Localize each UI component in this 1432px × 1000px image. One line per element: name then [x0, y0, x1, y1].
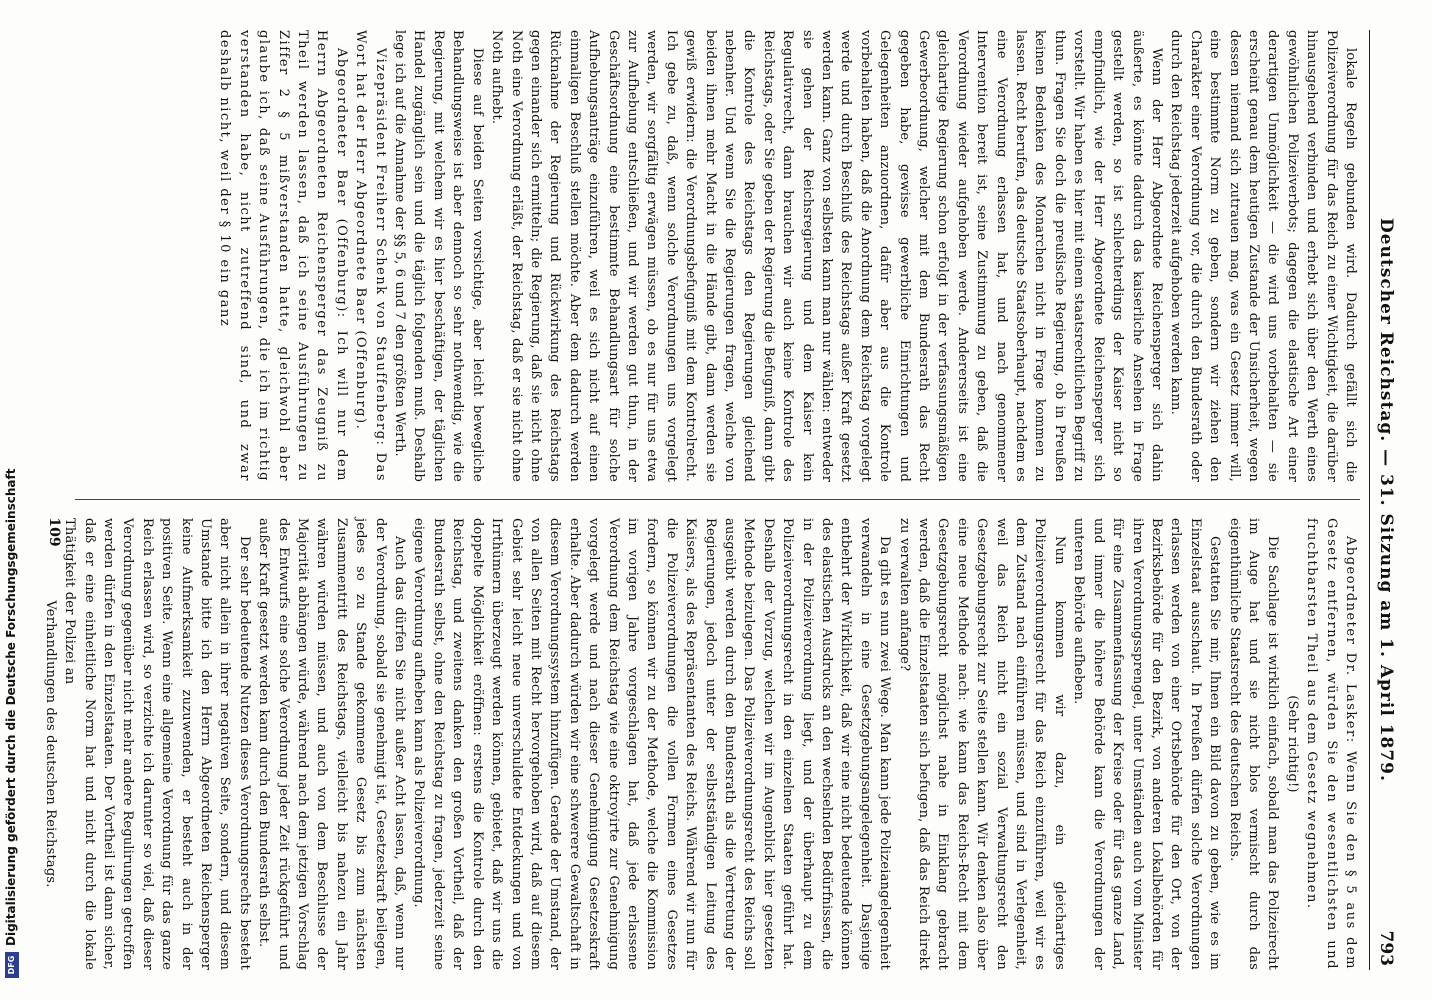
- right-paragraph: Da gibt es nun zwei Wege. Man kann jede Polizeiangelegenheit verwandeln in eine Gesetzgebungsangelegenheit. Dasjenige entbehrt der Wirklichkeit, daß wir eine nicht bedeutende können des elastischen Ausdrucks an den wechselnden Bedürfnissen, die in der Polizeiverordnung liegt, und der überhaupt zu dem Polizeiverordnungsrecht in den einzelnen Staaten geführt hat. Deshalb der Vorzug, welchen wir im Augenblick hier gesetzten Methode beizulegen. Das Polizeiverordnungsrecht des Reichs soll ausgeübt werden durch den Bundesrath als die Vertretung der Regierungen, jedoch unter der selbstständigen Leitung des Kaisers, als des Repräsentanten des Reichs. Während wir nun für die Polizeiverordnungen die vollen Formen eines Gesetzes fordern, so können wir zu der Methode, welche die Kommission im vorigen Jahre vorgeschlagen hat, daß jede erlassene Verordnung dem Reichstag wie eine oktroyirte zur Genehmigung vorgelegt werde und nach dieser Genehmigung Gesetzeskraft erhalte. Aber dadurch würden wir eine schwerere Gewaltschaft in diesem Verordnungssystem hinzufügen. Gerade der Umstand, der von allen Seiten mit Recht hervorgehoben wird, daß auf diesem Gebiet sehr leicht neue unverschuldete Entdeckungen und von Irrthümern überzeugt werden können, gebietet, daß wir uns die doppelte Möglichkeit eröffnen: erstens die Kontrole durch den Reichstag, und zweitens danken den großen Vortheil, daß der Bundesrath selbst, ohne den Reichstag zu fragen, jederzeit seine eigene Verordnung aufheben kann als Polizeiverordnung.: [411, 518, 893, 970]
- dfg-logo-icon: DFG: [5, 952, 19, 978]
- speaker-paragraph: Abgeordneter Dr. Lasker: Wenn Sie den § 5 aus dem Gesetz entfernen, würden Sie den wesentlichsten und fruchtbarsten Theil aus dem Gesetz wegnehmen.: [1304, 518, 1358, 970]
- interjection: (Sehr richtig!): [1284, 695, 1300, 793]
- right-paragraph: Die Sachlage ist wirklich einfach, sobald man das Polizeirecht im Auge hat und sie nicht blos vermischt durch das eigenthümliche Staatsrecht des deutschen Reichs.: [1226, 518, 1281, 970]
- right-paragraph: Gestatten Sie mir, Ihnen ein Bild davon zu geben, wie es im Einzelstaat ausschaut. In Preußen dürfen solche Verordnungen erlassen werden von einer Ortsbehörde für den Ort, von der Bezirksbehörde für den Bezirk, von anderen Lokalbehörden für ihren Verordnungssprengel, unter Umständen auch vom Minister für eine Zusammenfassung der Kreise oder für das ganze Land, und immer die höhere Behörde kann die Verordnungen der unteren Behörde aufheben.: [1071, 518, 1223, 970]
- digitization-sidebar: [2, 0, 26, 1000]
- running-title: Deutscher Reichstag. — 31. Sitzung am 1. April 1879.: [1376, 218, 1396, 782]
- right-paragraph: Auch das dürfen Sie nicht außer Acht lassen, daß, wenn nur der Verordnung, sobald sie genehmigt ist, Gesetzeskraft beilegen, jedes so zu Stande gekommene Gesetz bis zum nächsten Zusammentritt des Reichstags, vielleicht bis nahezu ein Jahr währen würden müssen, und auch von dem Beschlusse der Majorität abhängen würde, während nach dem jetzigen Vorschlag des Entwurfs eine solche Verordnung jeder Zeit rückgeführt und außer Kraft gesetzt werden kann durch den Bundesrath selbst.: [256, 518, 408, 970]
- page-header: [1369, 30, 1400, 970]
- speaker-paragraph: Vizepräsident Freiherr Schenk von Stauffenberg: Das Wort hat der Herr Abgeordnete Baer (Offenburg).: [353, 30, 388, 482]
- page-number: 793: [1376, 930, 1396, 966]
- left-paragraph: lokale Regeln gebunden wird. Dadurch gefällt sich die Polizeiverordnung für das Reich zu einer Wichtigkeit, die darüber hinausgehend verbinden und erhebt sich über den Werth eines gewöhnlichen Polizeiverbots; dagegen die elastische Art einer derartigen Unmöglichkeit — die wird uns vorbehalten — sie erscheint genau dem heutigen Zustande der Unsicherheit, wegen dessen niemand sich zutrauen mag, was ein Gesetz immer will, eine bestimmte Norm zu geben, sondern wir ziehen den Charakter einer Verordnung vor, die durch den Bundesrath oder durch den Reichstag jederzeit aufgehoben werden kann.: [1168, 30, 1358, 482]
- column-divider: [75, 499, 1360, 500]
- rotated-document: [40, 30, 1400, 970]
- right-paragraph: Nun kommen wir dazu, ein gleichartiges Polizeiverordnungsrecht für das Reich einzuführen, weil wir es dem Zustand nach einführen müssen, und sind in Verlegenheit, weil das Reich nicht ein sozial Verwaltungsrecht den Gesetzgebungsrecht zur Seite stellen kann. Wir denken also über eine neue Methode nach: wie kann das Reichs-Recht mit dem Gesetzgebungsrecht möglichst nahe in Einklang gebracht werden, daß die Einzelstaaten sich befugen, daß das Reich direkt zu verwalten anfange?: [896, 518, 1067, 970]
- left-paragraph: Wenn der Herr Abgeordnete Reichensperger sich dahin äußerte, es könnte dadurch das kaiserliche Ansehen in Frage gestellt werden, so ist schlechterdings der Kaiser nicht so empfindlich, wie der Herr Abgeordnete Reichensperger sich vorstellt. Wir haben es hier mit einem staatsrechtlichen Begriff zu thun. Fragen Sie doch die preußische Regierung, ob in Preußen keinen Bedenken des Monarchen nicht in Frage kommen zu lassen. Recht berufen, das deutsche Staatsoberhaupt, nachdem es eine Verordnung erlassen hat, und nach genommener Intervention bereit ist, seine Zustimmung zu geben, daß die Verordnung wieder aufgehoben werde. Andererseits ist eine gleichartige Regierung schon erfolgt in der verfassungsmäßigen Gewerbeordnung, welcher mit dem Bundesrath das Recht gegeben habe, gewisse gewerbliche Einrichtungen und Gelegenheiten anzuordnen, dafür aber aus die Kontrole vorbehalten haben, daß die Anordnung dem Reichstag vorgelegt werde und durch Beschluß des Reichstags außer Kraft gesetzt werden kann. Ganz von selbsten kann man nur wählen: entweder sie gehen der Reichsregierung und dem Kaiser kein Regulativrecht, dann brauchen wir auch keine Kontrole des Reichstags, oder Sie geben der Regierung die Befugniß, dann gibt die Kontrole des Reichstags den Regierungen gleichend nebenher. Und wenn Sie die Regierungen fragen, welche von beiden ihnen mehr Macht in die Hände gibt, dann werden sie gewiß erwidern: die Verordnungsbefugniß mit dem Kontrolrecht. Ich gebe zu, daß, wenn solche Verordnungen uns vorgelegt werden, wir sorgfältig erwägen müssen, ob es nur für uns etwa zur Aufhebung entschließen, und wir werden gut thun, in der Geschäftsordnung eine bestimmte Behandlungsart für solche Aufhebungsanträge einzuführen, weil es sich nicht auf einen einmaligen Beschluß stellen möchte. Aber dem dadurch werden Rücknahme der Regierung und Rückwirkung des Reichstags gegen einander sich ermitteln; die Regierung, daß sie nicht ohne Noth eine Verordnung erläßt, der Reichstag, daß er sie nicht ohne Noth aufhebt.: [489, 30, 1164, 482]
- speaker-paragraph: Abgeordneter Baer (Offenburg): Ich will nur dem Herrn Abgeordneten Reichensperger das Zeugniß zu Theil werden lassen, daß ich seine Ausführungen zu Ziffer 2 § 5 mißverstanden hatte, gleichwohl aber glaube ich, daß seine Ausführungen, die ich im richtig verstanden habe, nicht zutreffend sind, und zwar deshalb nicht, weil der § 10 ein ganz: [217, 30, 349, 482]
- signature-line: Verhandlungen des deutschen Reichstags.: [42, 600, 58, 888]
- folio-number: 109: [46, 517, 62, 547]
- left-paragraph: Diese auf beiden Seiten vorsichtige, aber leicht bewegliche Behandlungsweise ist aber dennoch so sehr nothwendig, wie die Regierung, mit welchem wir es hier beschäftigen, der täglichen Handel zugänglich sein und die täglich folgenden muß. Deshalb lege ich auf die Annahme der §§ 5, 6 und 7 den größten Werth.: [392, 30, 485, 482]
- left-column: [75, 30, 1360, 482]
- digitization-note-text: Digitalisierung gefördert durch die Deutsche Forschungsgemeinschaft: [4, 468, 18, 946]
- right-paragraph: Der sehr bedeutende Nutzen dieses Verordnungsrechts besteht aber nicht allein in ihrer negativen Seite, sondern, und diesem Umstande bitte ich den Herrn Abgeordneten Reichensperger keine Aufmerksamkeit zuzuwenden, er besteht auch in der positiven Seite. Wenn eine allgemeine Verordnung für das ganze Reich erlassen wird, so verzichte ich darunter so viel, daß dieser Verordnung gegenüber nicht mehr andere Regulirungen getroffen werden dürfen in den Einzelstaaten. Der Vortheil ist dann sicher, daß er eine einheitliche Norm hat und nicht durch die lokale Thätigkeit der Polizei an: [62, 518, 252, 970]
- digitization-note: [4, 0, 26, 978]
